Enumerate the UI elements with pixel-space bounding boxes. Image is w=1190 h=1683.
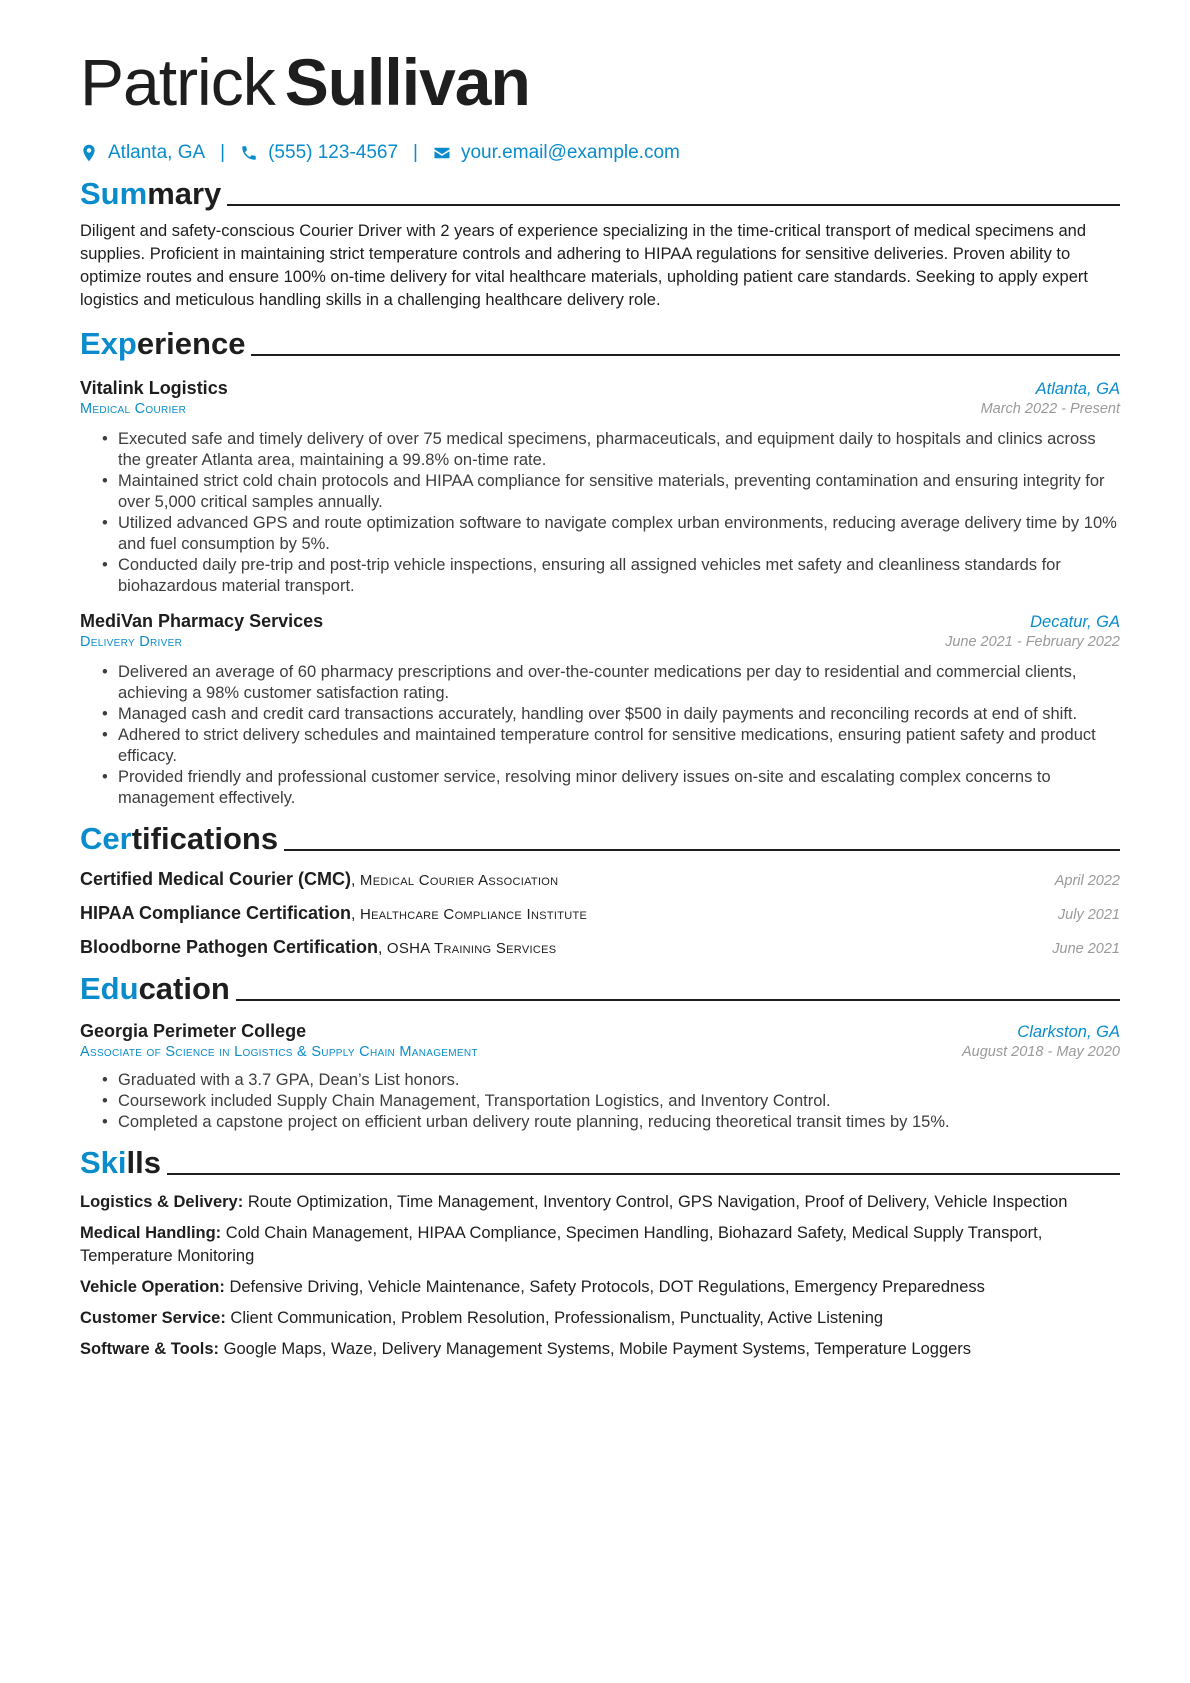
skill-items: Client Communication, Problem Resolution, Professionalism, Punctuality, Active Listening	[230, 1309, 884, 1327]
bullet-item: • Delivered an average of 60 pharmacy prescriptions and over-the-counter medications per day to residential and commercial clients, achieving a 98% customer satisfaction rating.	[118, 662, 1120, 704]
skills-row	[80, 1307, 1120, 1330]
skills-row	[80, 1338, 1120, 1361]
certifications-title: Certifications	[80, 821, 279, 856]
skills-row	[80, 1222, 1120, 1268]
phone-text: (555) 123-4567	[268, 142, 399, 163]
job-location: Atlanta, GA	[1035, 380, 1120, 398]
skill-category: Medical Handling:	[80, 1224, 222, 1242]
certification-issuer: Medical Courier Association	[359, 872, 559, 889]
education-bullets	[80, 1070, 1120, 1133]
first-name: Patrick	[80, 45, 275, 119]
certifications-heading	[80, 819, 1120, 857]
education-dates: August 2018 - May 2020	[962, 1044, 1120, 1060]
skill-category: Software & Tools:	[80, 1340, 220, 1358]
section-rule	[167, 1173, 1120, 1175]
skills-title: Skills	[80, 1145, 161, 1180]
job-title: Medical Courier	[80, 401, 187, 417]
bullet-item: • Executed safe and timely delivery of over 75 medical specimens, pharmaceuticals, and equipment daily to hospitals and clinics across the greater Atlanta area, maintaining a 99.8% on-time rate.	[118, 429, 1120, 471]
section-rule	[227, 204, 1120, 206]
skill-category: Logistics & Delivery:	[80, 1193, 244, 1211]
skill-category: Customer Service:	[80, 1309, 226, 1327]
certification-item: HIPAA Compliance Certification, Healthcare Compliance Institute July 2021	[80, 903, 1120, 923]
separator: |	[220, 142, 226, 163]
job-bullets	[80, 429, 1120, 597]
bullet-item: • Conducted daily pre-trip and post-trip vehicle inspections, ensuring all assigned vehicles met safety and cleanliness standards for biohazardous material transport.	[118, 555, 1120, 597]
bullet-item: • Provided friendly and professional customer service, resolving minor delivery issues on-site and escalating complex concerns to management effectively.	[118, 767, 1120, 809]
contact-bar	[80, 140, 1120, 166]
job-bullets	[80, 662, 1120, 809]
summary-heading	[80, 174, 1120, 212]
skills-row	[80, 1276, 1120, 1299]
bullet-item: • Maintained strict cold chain protocols and HIPAA compliance for sensitive materials, preventing contamination and ensuring integrity for over 5,000 critical samples annually.	[118, 471, 1120, 513]
job-entry	[80, 609, 1120, 809]
email-text: your.email@example.com	[460, 142, 680, 163]
education-entry	[80, 1019, 1120, 1133]
school-name: Georgia Perimeter College	[80, 1021, 307, 1041]
skill-items: Route Optimization, Time Management, Inventory Control, GPS Navigation, Proof of Delivery, Vehicle Inspection	[247, 1193, 1068, 1211]
certification-date: July 2021	[1057, 907, 1120, 923]
section-rule	[236, 999, 1120, 1001]
skill-category: Vehicle Operation:	[80, 1278, 225, 1296]
company-name: Vitalink Logistics	[80, 378, 228, 398]
section-rule	[251, 354, 1120, 356]
skill-items: Defensive Driving, Vehicle Maintenance, Safety Protocols, DOT Regulations, Emergency Preparedness	[229, 1278, 985, 1296]
bullet-item: • Adhered to strict delivery schedules and maintained temperature control for sensitive medications, ensuring patient safety and product efficacy.	[118, 725, 1120, 767]
candidate-name	[80, 44, 1120, 120]
resume-page	[80, 44, 1120, 1361]
skills-heading	[80, 1143, 1120, 1181]
bullet-item: • Coursework included Supply Chain Management, Transportation Logistics, and Inventory Control.	[118, 1091, 1120, 1112]
map-pin-icon	[80, 144, 98, 162]
certification-name: HIPAA Compliance Certification	[80, 903, 352, 923]
summary-text: Diligent and safety-conscious Courier Driver with 2 years of experience specializing in the time-critical transport of medical specimens and supplies. Proficient in maintaining strict temperature controls and adhering to HIPAA regulations for sensitive deliveries. Proven ability to optimize routes and ensure 100% on-time delivery for vital healthcare materials, upholding patient care standards. Seeking to apply expert logistics and meticulous handling skills in a challenging healthcare delivery role.	[80, 222, 1088, 309]
email-link[interactable]	[433, 142, 680, 164]
skills-row	[80, 1191, 1120, 1214]
location-item	[80, 142, 205, 164]
phone-icon	[240, 144, 258, 162]
location-text: Atlanta, GA	[108, 142, 206, 163]
company-name: MediVan Pharmacy Services	[80, 611, 324, 631]
section-rule	[284, 849, 1120, 851]
certification-name: Bloodborne Pathogen Certification	[80, 937, 379, 957]
certification-name: Certified Medical Courier (CMC)	[80, 869, 352, 889]
school-location: Clarkston, GA	[1017, 1023, 1120, 1041]
separator: |	[413, 142, 418, 163]
bullet-item: • Completed a capstone project on efficient urban delivery route planning, reducing theoretical transit times by 15%.	[118, 1112, 1120, 1133]
phone-link[interactable]	[240, 142, 398, 164]
skill-items: Google Maps, Waze, Delivery Management Systems, Mobile Payment Systems, Temperature Loggers	[223, 1340, 972, 1358]
certification-date: June 2021	[1052, 941, 1120, 957]
certification-issuer: Healthcare Compliance Institute	[359, 906, 588, 923]
job-title: Delivery Driver	[80, 634, 183, 650]
education-heading	[80, 969, 1120, 1007]
education-title: Education	[80, 971, 230, 1006]
envelope-icon	[433, 144, 451, 162]
summary-title: Summary	[80, 176, 222, 211]
job-entry	[80, 376, 1120, 597]
job-dates: March 2022 - Present	[980, 401, 1120, 417]
last-name: Sullivan	[284, 45, 530, 119]
bullet-item: • Graduated with a 3.7 GPA, Dean’s List honors.	[118, 1070, 1120, 1091]
certification-item: Bloodborne Pathogen Certification, OSHA Training Services June 2021	[80, 937, 1120, 957]
bullet-item: • Managed cash and credit card transactions accurately, handling over $500 in daily payments and reconciling records at end of shift.	[118, 704, 1120, 725]
job-dates: June 2021 - February 2022	[945, 634, 1120, 650]
skill-items: Cold Chain Management, HIPAA Compliance, Specimen Handling, Biohazard Safety, Medical Supply Transport, Temperature Monitoring	[80, 1224, 1043, 1265]
bullet-item: • Utilized advanced GPS and route optimization software to navigate complex urban environments, reducing average delivery time by 10% and fuel consumption by 5%.	[118, 513, 1120, 555]
certification-item: Certified Medical Courier (CMC), Medical Courier Association April 2022	[80, 869, 1120, 889]
certification-issuer: OSHA Training Services	[386, 940, 557, 957]
experience-title: Experience	[80, 326, 246, 361]
experience-heading	[80, 324, 1120, 362]
job-location: Decatur, GA	[1030, 613, 1120, 631]
degree-title: Associate of Science in Logistics & Supply Chain Management	[80, 1044, 478, 1060]
certification-date: April 2022	[1054, 873, 1120, 889]
